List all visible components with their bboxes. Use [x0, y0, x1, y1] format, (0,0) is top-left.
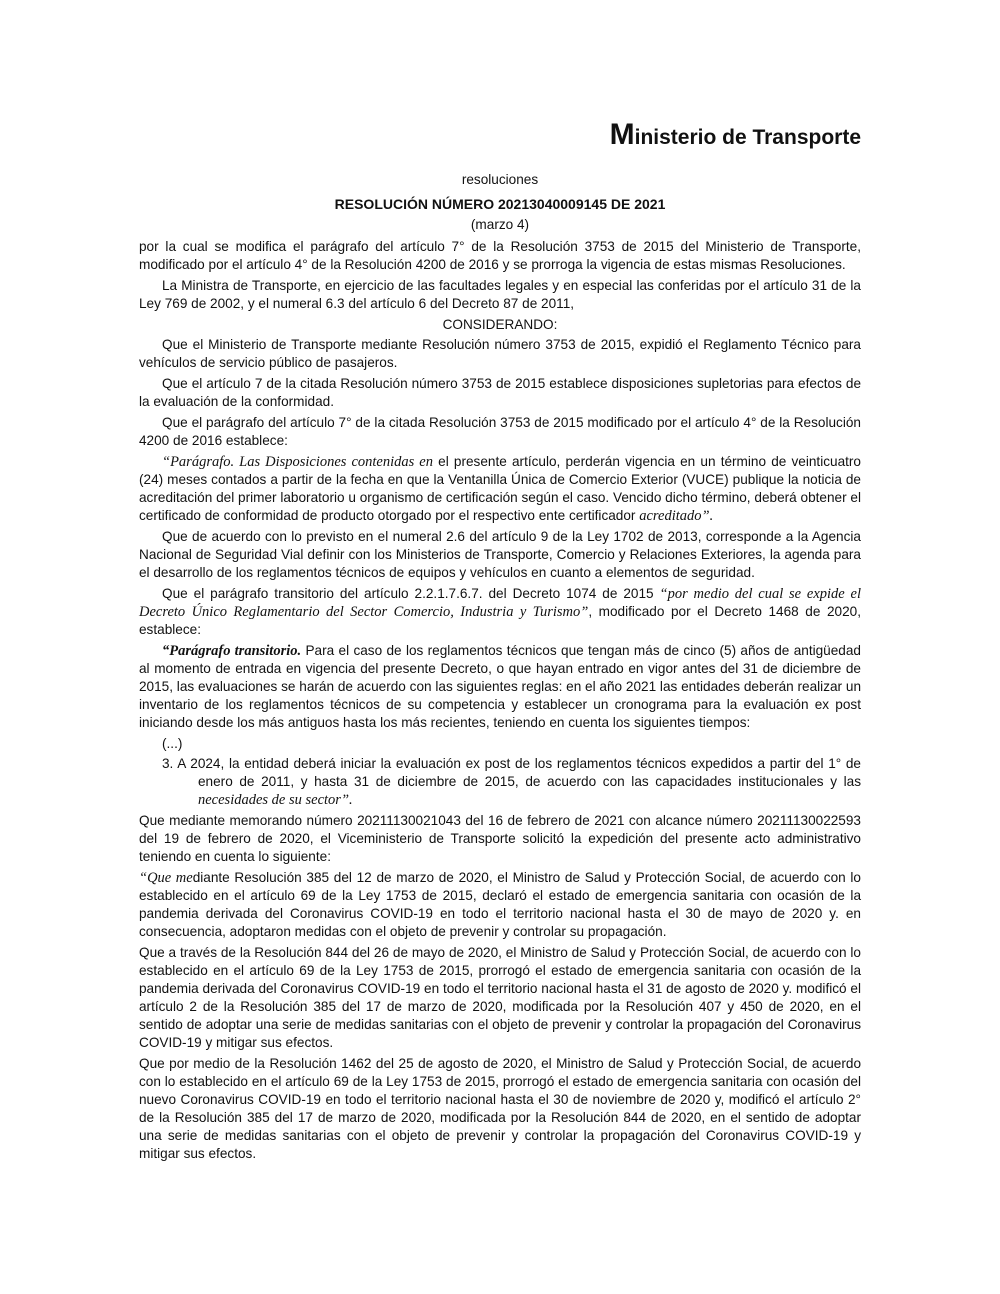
list-item-3-text: 3. A 2024, la entidad deberá iniciar la evaluación ex post de los reglamentos técnicos expedidos a partir del 1° de enero de 2011, y hasta 31 de diciembre de 2015, de acuerdo con las capacidades institucionales y las: [162, 756, 861, 789]
resolution-date: (marzo 4): [470, 217, 530, 232]
paragraph-consideration-5: [139, 585, 861, 639]
ministry-heading: [609, 118, 861, 151]
resolution-title: RESOLUCIÓN NÚMERO 20213040009145 DE 2021: [334, 196, 666, 212]
paragraph-memorandum: Que mediante memorando número 20211130021043 del 16 de febrero de 2021 con alcance número 20211130022593 del 19 de febrero de 2020, el Viceministerio de Transporte solicitó la expedición del presente acto administrativo teniendo en cuenta lo siguiente:: [139, 813, 861, 864]
paragraph-resolution-385: [139, 869, 861, 941]
quote-body: el presente artículo, perderán vigencia en un término de veinticuatro (24) meses contados a partir de la fecha en que la Ventanilla Única de Comercio Exterior (VUCE) publique la noticia de acreditación del primer laboratorio u organismo de certificación según el caso. Vencido dicho término, deberá obtener el certificado de conformidad de producto otorgado por el respectivo ente certificador: [139, 454, 861, 523]
decree-text-start: Que el parágrafo transitorio del artículo 2.2.1.7.6.7. del Decreto 1074 de 2015: [162, 586, 660, 601]
ministry-heading-initial: M: [609, 118, 635, 151]
considerando-heading: CONSIDERANDO:: [442, 317, 558, 332]
paragraph-summary: por la cual se modifica el parágrafo del artículo 7° de la Resolución 3753 de 2015 del Ministerio de Transporte, modificado por el artículo 4° de la Resolución 4200 de 2016 y se prorroga la vigencia de estas mismas Resoluciones.: [139, 239, 861, 272]
resolution-header: [139, 171, 861, 234]
paragraph-consideration-2: Que el artículo 7 de la citada Resolución número 3753 de 2015 establece disposiciones supletorias para efectos de la evaluación de la conformidad.: [139, 376, 861, 409]
ministry-heading-rest: inisterio de Transporte: [634, 126, 861, 149]
transitory-heading: “Parágrafo transitorio.: [162, 643, 302, 659]
decree-title-italic: “por medio del cual se expide el Decreto Único Reglamentario del Sector Comercio, Industria y Turismo”: [139, 586, 861, 620]
paragraph-consideration-1: Que el Ministerio de Transporte mediante Resolución número 3753 de 2015, expidió el Reglamento Técnico para vehículos de servicio público de pasajeros.: [139, 337, 861, 370]
section-label: resoluciones: [461, 172, 539, 187]
quote-italic-start: “Parágrafo. Las Disposiciones contenidas en: [162, 454, 433, 470]
paragraph-resolution-1462: Que por medio de la Resolución 1462 del 25 de agosto de 2020, el Ministro de Salud y Protección Social, de acuerdo con lo establecido en el artículo 69 de la Ley 1753 de 2015, prorrogó el estado de emergencia sanitaria con ocasión del nuevo Coronavirus COVID-19 en todo el territorio nacional hasta el 30 de noviembre de 2020 y, modificó el artículo 2° de la Resolución 385 del 17 de marzo de 2020, modificada por la Resolución 844 de 2020, en el sentido de adoptar una serie de medidas sanitarias con el objeto de prevenir y controlar la propagación del Coronavirus COVID-19 y mitigar sus efectos.: [139, 1056, 861, 1161]
paragraph-authority: La Ministra de Transporte, en ejercicio de las facultades legales y en especial las conferidas por el artículo 31 de la Ley 769 de 2002, y el numeral 6.3 del artículo 6 del Decreto 87 de 2011,: [139, 278, 861, 311]
resolution-385-body: diante Resolución 385 del 12 de marzo de 2020, el Ministro de Salud y Protección Social, de acuerdo con lo establecido en el artículo 69 de la Ley 1753 de 2015, declaró el estado de emergencia sanitaria con ocasión de la pandemia derivada del Coronavirus COVID-19 en todo el territorio nacional hasta el 30 de mayo de 2020 y. en consecuencia, adoptaron medidas con el objeto de prevenir y controlar su propagación.: [139, 870, 861, 939]
paragraph-consideration-4: Que de acuerdo con lo previsto en el numeral 2.6 del artículo 9 de la Ley 1702 de 2013, corresponde a la Agencia Nacional de Seguridad Vial definir con los Ministerios de Transporte, Comercio y Relaciones Exteriores, la agenda para el desarrollo de los reglamentos técnicos de equipos y vehículos en cuanto a elementos de seguridad.: [139, 529, 861, 580]
list-item-3: [139, 755, 861, 809]
decree-text-end: , modificado por el Decreto 1468 de 2020, establece:: [139, 604, 861, 637]
ellipsis: (...): [162, 736, 183, 751]
transitory-body: Para el caso de los reglamentos técnicos que tengan más de cinco (5) años de antigüedad al momento de entrada en vigencia del presente Decreto, o que hayan entrado en vigor antes del 31 de diciembre de 2015, las evaluaciones se harán de acuerdo con las siguientes reglas: en el año 2021 las entidades deberán realizar un inventario de los reglamentos técnicos de su competencia y establecer un cronograma para la evaluación ex post iniciando desde los más antiguos hasta los más recientes, teniendo en cuenta los siguientes tiempos:: [139, 643, 861, 730]
transitory-paragraph: [139, 642, 861, 732]
resolution-385-italic-start: “Que me: [139, 870, 193, 886]
paragraph-resolution-844: Que a través de la Resolución 844 del 26 de mayo de 2020, el Ministro de Salud y Protección Social, de acuerdo con lo establecido en el artículo 69 de la Ley 1753 de 2015, prorrogó el estado de emergencia sanitaria con ocasión de la pandemia derivada del Coronavirus COVID-19 en todo el territorio nacional hasta el 31 de agosto de 2020 y. modificó el artículo 2 de la Resolución 385 del 17 de marzo de 2020, modificada por la Resolución 407 y 450 de 2020, en el sentido de adoptar una serie de medidas sanitarias con el objeto de prevenir y controlar la propagación del Coronavirus COVID-19 y mitigar sus efectos.: [139, 945, 861, 1050]
paragraph-consideration-3: Que el parágrafo del artículo 7° de la citada Resolución 3753 de 2015 modificado por el artículo 4° de la Resolución 4200 de 2016 establece:: [139, 415, 861, 448]
quoted-paragraph: [139, 453, 861, 525]
resolution-body: [139, 238, 861, 1166]
quote-italic-end: acreditado”.: [639, 508, 714, 524]
list-item-3-italic: necesidades de su sector”.: [198, 792, 353, 808]
